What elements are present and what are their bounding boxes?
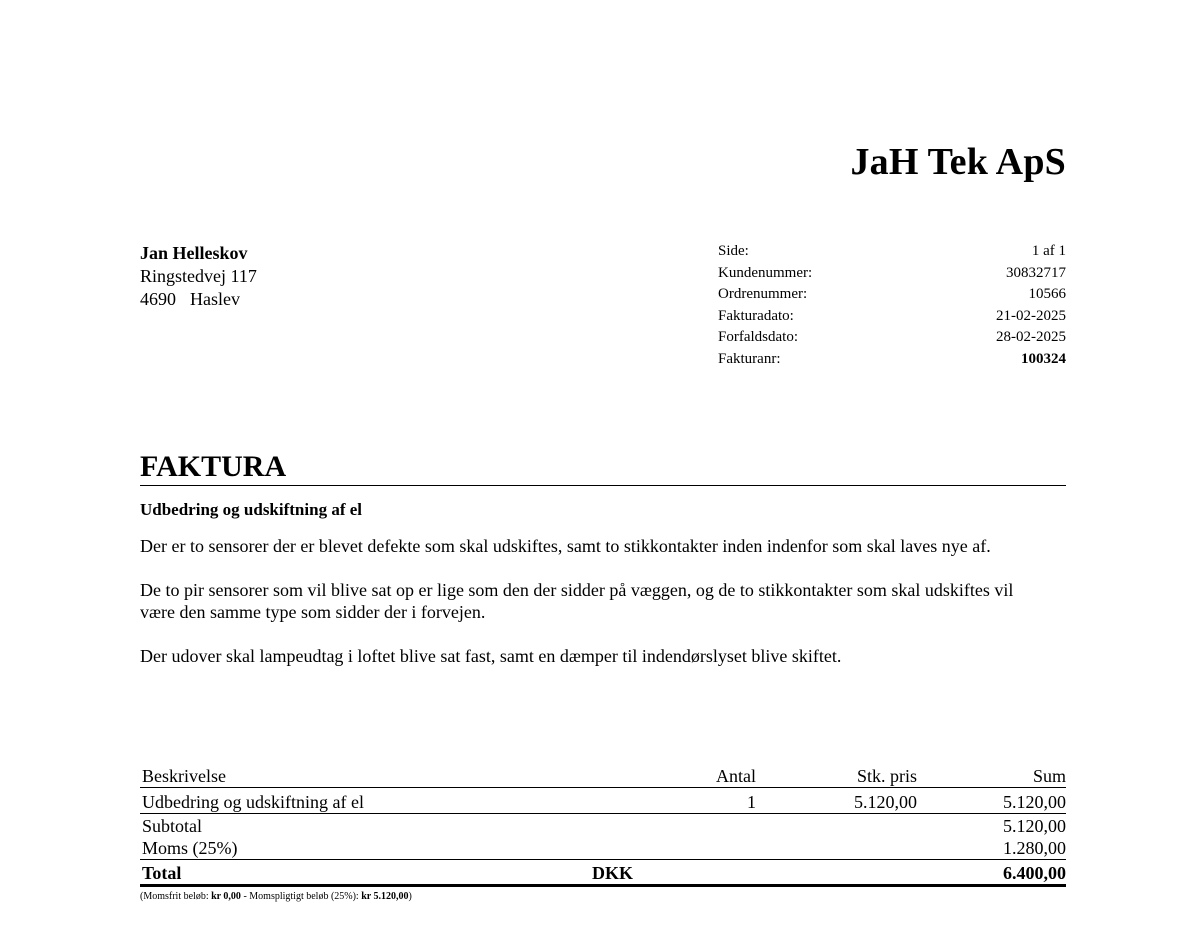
- meta-label: Side:: [718, 243, 749, 259]
- note-middle: - Momspligtigt beløb (25%):: [240, 891, 362, 902]
- header-unit-price: Stk. pris: [856, 766, 917, 786]
- meta-row-invoice-date: [718, 306, 1066, 328]
- meta-value: 1 af 1: [1031, 243, 1066, 259]
- meta-label: Fakturadato:: [718, 307, 794, 324]
- row-description: Udbedring og udskiftning af el: [142, 792, 364, 812]
- meta-label: Forfaldsdato:: [718, 329, 798, 345]
- meta-value: 30832717: [1006, 264, 1066, 281]
- meta-value: 28-02-2025: [996, 329, 1066, 345]
- subtotal-label: Subtotal: [142, 816, 203, 836]
- note-suffix: ): [408, 891, 412, 902]
- customer-street: Ringstedvej 117: [140, 266, 257, 286]
- row-unit-price: 5.120,00: [854, 792, 917, 812]
- header-description: Beskrivelse: [142, 766, 226, 786]
- vat-value: 1.280,00: [1003, 838, 1066, 858]
- table-row: [140, 788, 1066, 814]
- row-sum: 5.120,00: [1003, 792, 1066, 812]
- meta-label: Fakturanr:: [718, 350, 781, 367]
- meta-row-invoice-number: [718, 349, 1066, 371]
- customer-city-row: [140, 288, 257, 311]
- description-paragraph: Der udover skal lampeudtag i loftet blive sat fast, samt en dæmper til indendørslyset blive skiftet.: [140, 646, 842, 666]
- meta-row-customer-number: [718, 263, 1066, 285]
- row-quantity: 1: [747, 792, 756, 812]
- meta-row-page: [718, 241, 1066, 263]
- document-title: FAKTURA: [140, 449, 1066, 486]
- header-quantity: Antal: [716, 766, 756, 786]
- customer-name: Jan Helleskov: [140, 243, 248, 263]
- vat-label: Moms (25%): [142, 838, 238, 858]
- invoice-meta: [718, 241, 1066, 370]
- subtotal-row: [140, 814, 1066, 837]
- note-vat-liable: kr 5.120,00: [361, 891, 409, 902]
- customer-address: [140, 242, 257, 311]
- customer-postal-code: 4690: [140, 289, 176, 309]
- meta-value: 10566: [1028, 286, 1066, 302]
- meta-label: Kundenummer:: [718, 264, 813, 281]
- meta-row-order-number: [718, 284, 1066, 306]
- total-currency: DKK: [592, 863, 634, 883]
- vat-note: [140, 891, 412, 902]
- company-name: JaH Tek ApS: [850, 141, 1066, 183]
- customer-city: Haslev: [190, 289, 240, 309]
- meta-value: 100324: [1021, 350, 1066, 367]
- invoice-description: [140, 535, 1040, 689]
- meta-row-due-date: [718, 327, 1066, 349]
- note-vat-free: kr 0,00: [211, 891, 241, 902]
- table-header: [140, 764, 1066, 788]
- description-paragraph: De to pir sensorer som vil blive sat op er lige som den der sidder på væggen, og de to stikkontakter som skal udskiftes vil være den samme type som sidder der i forvejen.: [140, 580, 1014, 622]
- total-row: [140, 860, 1066, 887]
- line-items-table: [140, 764, 1066, 887]
- invoice-subject: Udbedring og udskiftning af el: [140, 500, 362, 519]
- subtotal-value: 5.120,00: [1003, 816, 1066, 836]
- meta-value: 21-02-2025: [996, 307, 1066, 324]
- total-label: Total: [142, 863, 182, 883]
- vat-row: [140, 837, 1066, 860]
- meta-label: Ordrenummer:: [718, 286, 808, 302]
- description-paragraph: Der er to sensorer der er blevet defekte som skal udskiftes, samt to stikkontakter inden indenfor som skal laves nye af.: [140, 536, 991, 556]
- header-sum: Sum: [1032, 766, 1066, 786]
- total-value: 6.400,00: [1003, 863, 1066, 883]
- note-prefix: (Momsfrit beløb:: [140, 891, 212, 902]
